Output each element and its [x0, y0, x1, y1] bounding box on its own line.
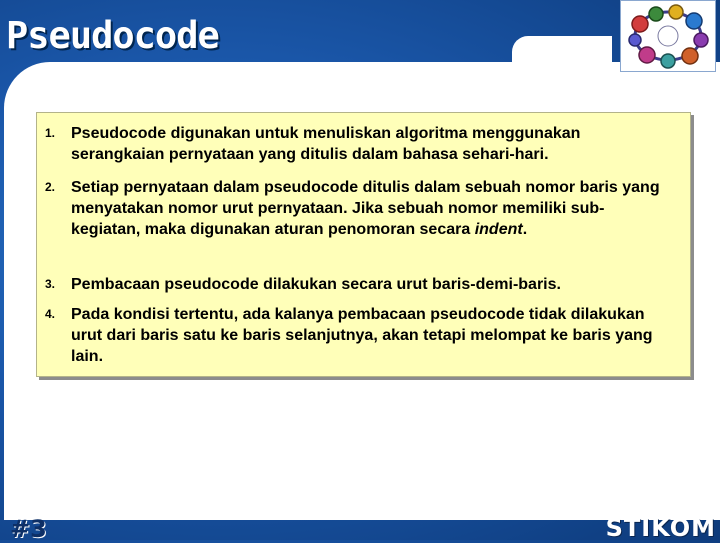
item-text: Pseudocode digunakan untuk menuliskan algoritma menggunakan serangkaian pernyataan yang ditulis dalam bahasa sehari-hari. — [71, 125, 581, 163]
item-number: 2. — [45, 180, 56, 194]
item-text-end: . — [522, 221, 528, 238]
item-text — [71, 177, 671, 240]
item-number: 4. — [45, 307, 56, 321]
content-textbox — [36, 112, 691, 377]
slide-number-badge: #3 — [10, 515, 47, 543]
item-number: 1. — [45, 126, 56, 140]
item-text-part: Setiap pernyataan dalam pseudocode ditulis dalam sebuah nomor baris yang menyatakan nomor urut pernyataan. Jika sebuah nomor memiliki sub-kegiatan, maka digunakan aturan penomoran secara — [71, 179, 660, 238]
item-text: Pembacaan pseudocode dilakukan secara urut baris-demi-baris. — [71, 276, 561, 293]
item-text: Pada kondisi tertentu, ada kalanya pembacaan pseudocode tidak dilakukan urut dari baris satu ke baris selanjutnya, akan tetapi melompat ke baris yang lain. — [71, 306, 653, 365]
panel-notch — [512, 36, 612, 76]
gear-ring-logo-icon — [620, 0, 716, 72]
item-number: 3. — [45, 277, 56, 291]
brand-logo-text: STIKOM — [605, 514, 716, 542]
item-text-italic: indent — [474, 221, 523, 238]
slide-title: Pseudocode — [6, 14, 219, 57]
